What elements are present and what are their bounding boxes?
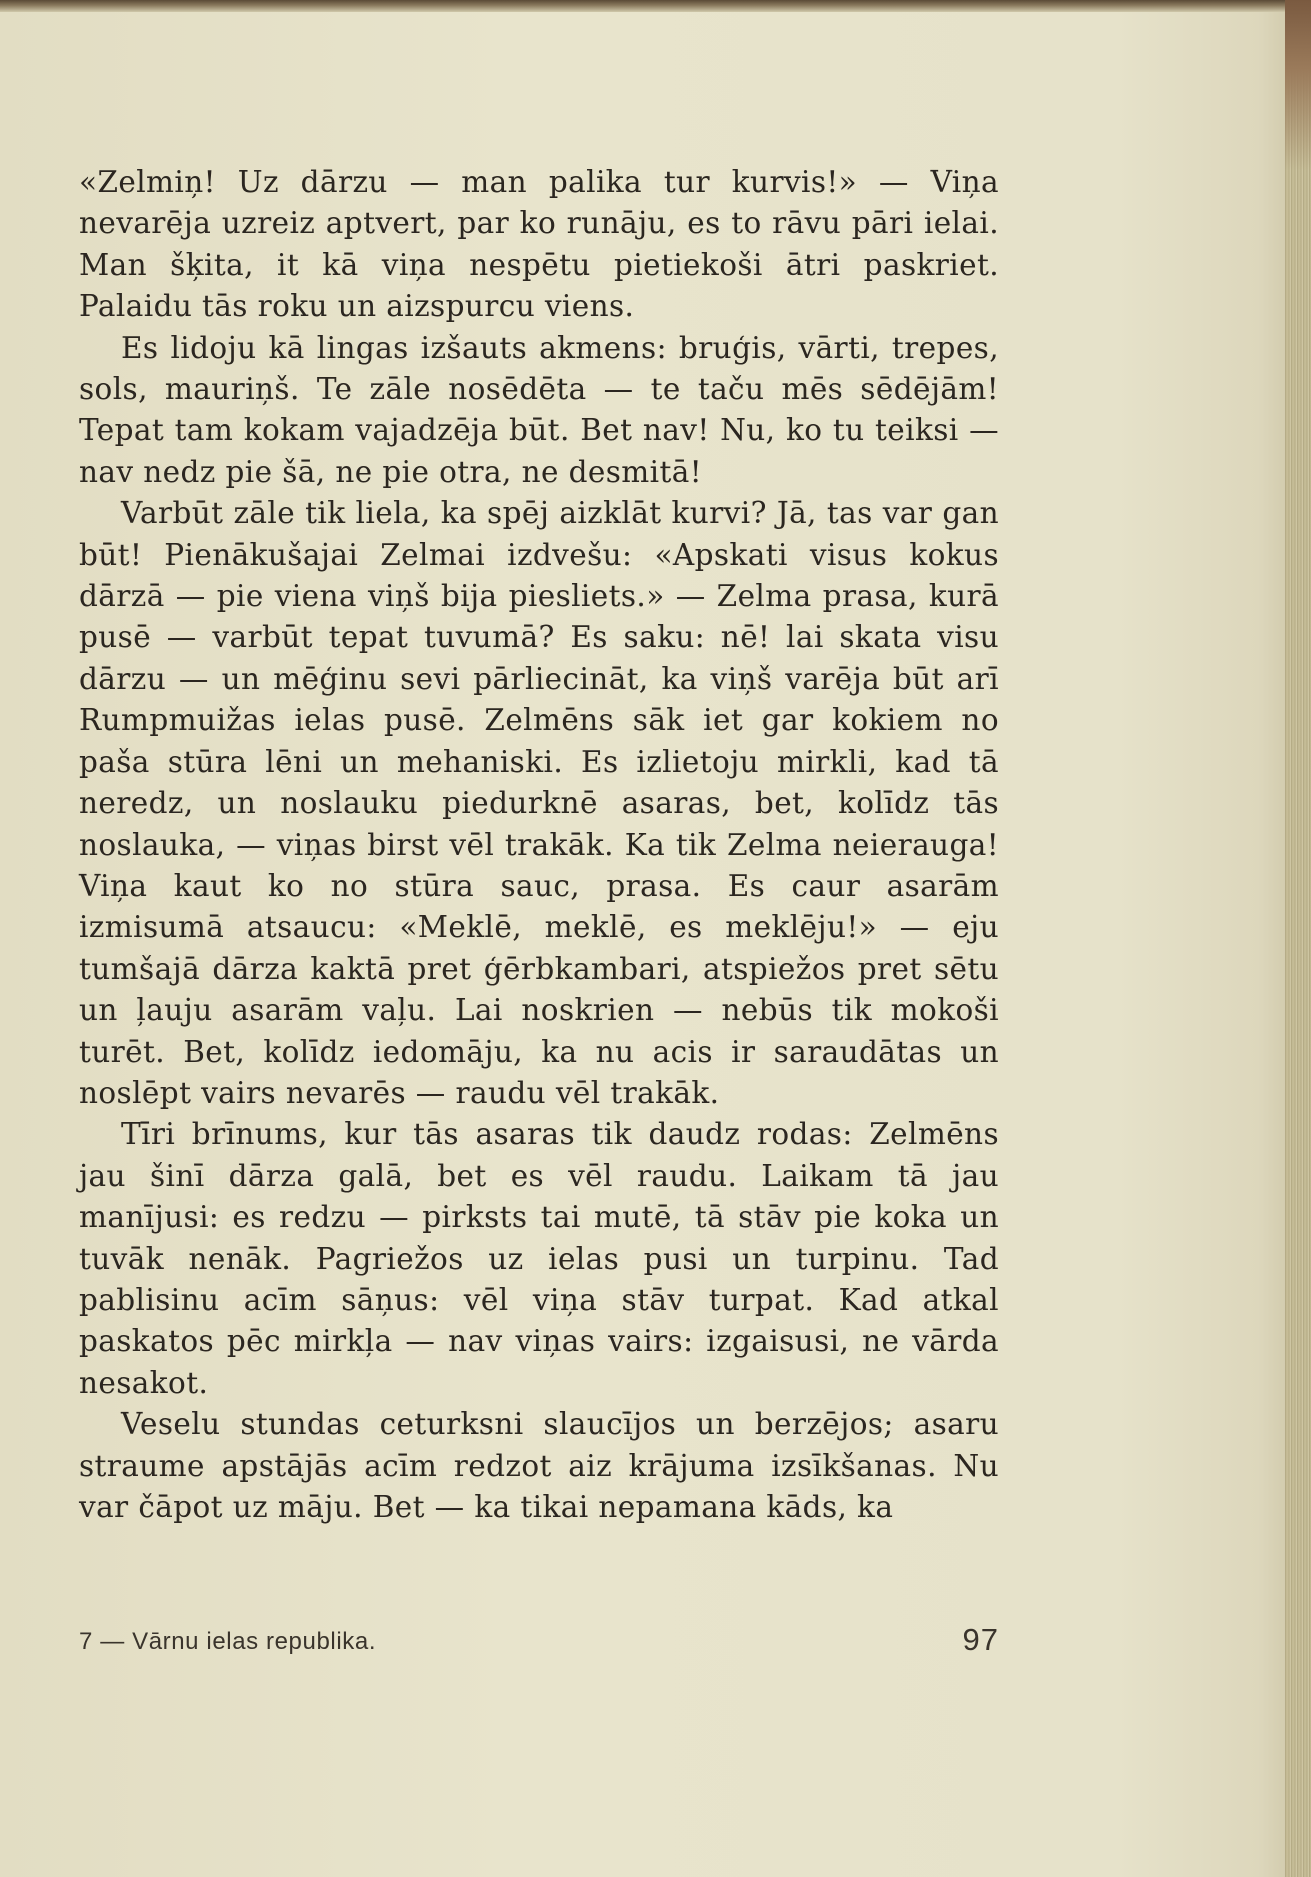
page-right-edge: [1285, 0, 1311, 1877]
paragraph: Varbūt zāle tik liela, ka spēj aizklāt kurvi? Jā, tas var gan būt! Pienākušajai Zelmai izdvešu: «Apskati visus kokus dārzā — pie viena viņš bija piesliets.» — Zelma prasa, kurā pusē — varbūt tepat tuvumā? Es saku: nē! lai skata visu dārzu — un mēģinu sevi pārliecināt, ka viņš varēja būt arī Rumpmuižas ielas pusē. Zelmēns sāk iet gar kokiem no paša stūra lēni un mehaniski. Es izlietoju mirkli, kad tā neredz, un noslauku piedurknē asaras, bet, kolīdz tās noslauka, — viņas birst vēl trakāk. Ka tik Zelma neierauga! Viņa kaut ko no stūra sauc, prasa. Es caur asarām izmisumā atsaucu: «Meklē, meklē, es meklēju!» — eju tumšajā dārza kaktā pret ģērbkambari, atspiežos pret sētu un ļauju asarām vaļu. Lai noskrien — nebūs tik mokoši turēt. Bet, kolīdz iedomāju, ka nu acis ir saraudātas un noslēpt vairs nevarēs — raudu vēl trakāk.: [79, 496, 999, 1110]
paragraph: Tīri brīnums, kur tās asaras tik daudz rodas: Zelmēns jau šinī dārza galā, bet es vēl raudu. Laikam tā jau manījusi: es redzu — pirksts tai mutē, tā stāv pie koka un tuvāk nenāk. Pagriežos uz ielas pusi un turpinu. Tad pablisinu acīm sāņus: vēl viņa stāv turpat. Kad atkal paskatos pēc mirkļa — nav viņas vairs: izgaisusi, ne vārda nesakot.: [79, 1117, 999, 1400]
paragraph: «Zelmiņ! Uz dārzu — man palika tur kurvis!» — Viņa nevarēja uzreiz aptvert, par ko runāju, es to rāvu pāri ielai. Man šķita, it kā viņa nespētu pietiekoši ātri paskriet. Palaidu tās roku un aizspurcu viens.: [79, 165, 999, 324]
book-signature: 7 — Vārnu ielas republika.: [79, 1628, 377, 1655]
paragraph: Veselu stundas ceturksni slaucījos un berzējos; asaru straume apstājās acīm redzot aiz krājuma izsīkšanas. Nu var čāpot uz māju. Bet — ka tikai nepamana kāds, ka: [79, 1407, 999, 1524]
paragraph: Es lidoju kā lingas izšauts akmens: bruģis, vārti, trepes, sols, mauriņš. Te zāle nosēdēta — te taču mēs sēdējām! Tepat tam kokam vajadzēja būt. Bet nav! Nu, ko tu teiksi — nav nedz pie šā, ne pie otra, ne desmitā!: [79, 330, 999, 489]
page-number: 97: [962, 1622, 999, 1657]
page-corner-shadow: [1285, 0, 1311, 170]
body-text: [79, 162, 999, 1528]
page-top-edge: [0, 0, 1311, 12]
page-footer: [79, 1622, 999, 1662]
